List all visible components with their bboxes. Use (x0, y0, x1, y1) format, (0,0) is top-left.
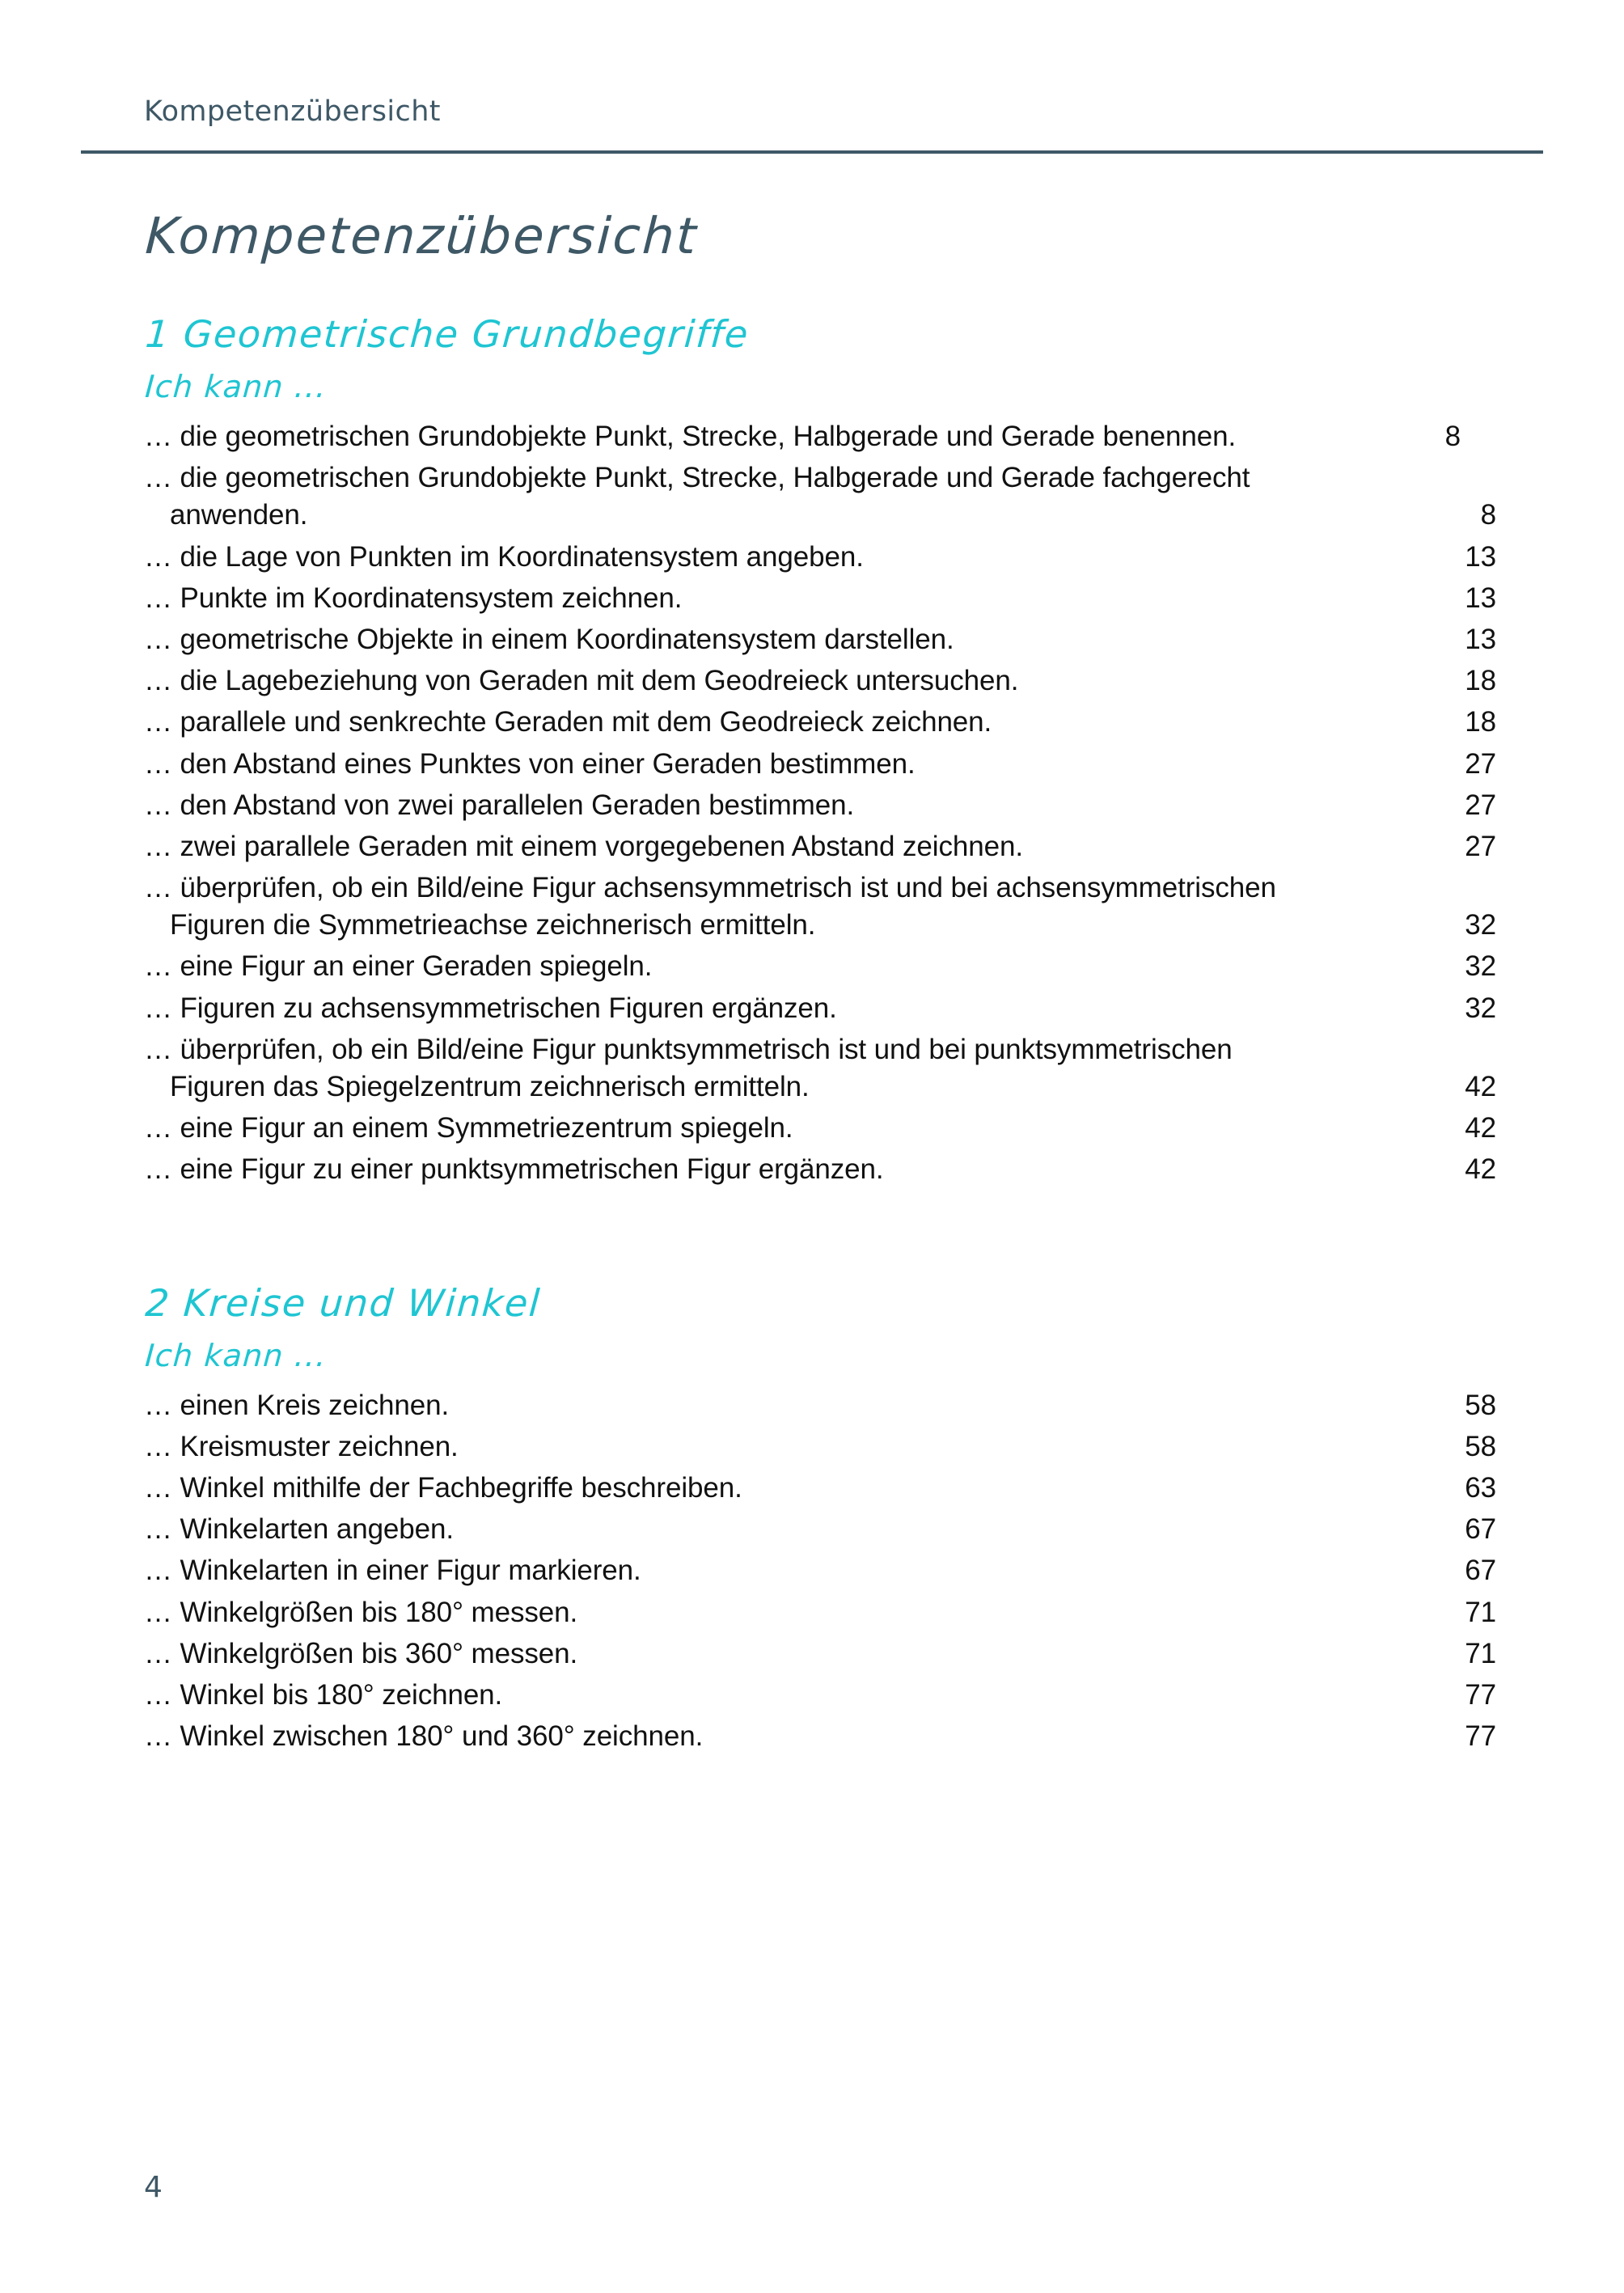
skill-page-number: 42 (1465, 1153, 1496, 1186)
skill-page-number: 42 (1465, 1112, 1496, 1144)
skill-row (144, 1149, 1496, 1190)
skill-page-number: 18 (1465, 706, 1496, 738)
skill-row (144, 1592, 1496, 1633)
section-title: 2 Kreise und Winkel (144, 1280, 543, 1325)
skill-page-number: 71 (1465, 1596, 1496, 1628)
skill-page-number: 58 (1465, 1430, 1496, 1462)
skill-page-number: 71 (1465, 1637, 1496, 1669)
skill-page-number: 67 (1465, 1513, 1496, 1546)
skill-page-number: 32 (1465, 950, 1496, 983)
header-rule (81, 150, 1543, 154)
skill-page-number: 13 (1465, 582, 1496, 614)
skill-page-number: 13 (1465, 623, 1496, 655)
skill-page-number: 27 (1465, 830, 1496, 862)
skill-text: … die Lagebeziehung von Geraden mit dem Geodreieck untersuchen. (144, 665, 1019, 697)
skill-list (144, 416, 1496, 1191)
skill-list (144, 1385, 1496, 1758)
skill-page-number: 13 (1465, 540, 1496, 573)
page-folio: 4 (144, 2171, 163, 2204)
skill-text: … den Abstand eines Punktes von einer Geraden bestimmen. (144, 747, 916, 780)
skill-row (144, 1674, 1496, 1716)
skill-text: … überprüfen, ob ein Bild/eine Figur punktsymmetrisch ist und bei punktsymmetrischen Figuren das Spiegelzentrum zeichnerisch ermitteln. (144, 1033, 1233, 1102)
skill-page-number: 58 (1465, 1389, 1496, 1421)
skill-row (144, 988, 1496, 1029)
skill-row (144, 1550, 1496, 1591)
skill-page-number: 77 (1465, 1678, 1496, 1711)
page-title: Kompetenzübersicht (144, 206, 700, 265)
skill-text: … Winkel zwischen 180° und 360° zeichnen. (144, 1720, 704, 1753)
skill-row (144, 785, 1496, 826)
skill-page-number: 8 (1480, 499, 1496, 531)
skill-text: … einen Kreis zeichnen. (144, 1389, 450, 1421)
skill-row (144, 743, 1496, 785)
skill-row (144, 1029, 1496, 1107)
skill-row (144, 826, 1496, 867)
skill-text: … eine Figur an einer Geraden spiegeln. (144, 950, 653, 983)
skill-row (144, 660, 1496, 701)
skill-text: … Winkel mithilfe der Fachbegriffe beschreiben. (144, 1471, 742, 1504)
running-header-title: Kompetenzübersicht (144, 95, 441, 128)
skill-text: … parallele und senkrechte Geraden mit dem Geodreieck zeichnen. (144, 706, 992, 738)
skill-page-number: 67 (1465, 1555, 1496, 1587)
skill-row (144, 946, 1496, 987)
skill-row (144, 577, 1496, 619)
skill-row (144, 619, 1496, 660)
skill-text: … Kreismuster zeichnen. (144, 1430, 459, 1462)
skill-row (144, 1467, 1496, 1508)
skill-row (144, 457, 1496, 535)
skill-page-number: 32 (1465, 992, 1496, 1024)
skill-text: … Punkte im Koordinatensystem zeichnen. (144, 582, 683, 614)
skill-text: … die geometrischen Grundobjekte Punkt, Strecke, Halbgerade und Gerade benennen. (144, 421, 1237, 452)
skill-row (144, 416, 1496, 457)
skill-row (144, 701, 1496, 742)
skill-row (144, 1426, 1496, 1467)
skill-text: … überprüfen, ob ein Bild/eine Figur achsensymmetrisch ist und bei achsensymmetrischen Figuren die Symmetrieachse zeichnerisch ermitteln. (144, 872, 1276, 941)
skill-page-number: 27 (1465, 747, 1496, 780)
skill-row (144, 1633, 1496, 1674)
page-content (144, 206, 1496, 1757)
skill-row (144, 1508, 1496, 1550)
skill-text: … Winkelgrößen bis 180° messen. (144, 1596, 578, 1628)
skill-text: … Figuren zu achsensymmetrischen Figuren ergänzen. (144, 992, 837, 1024)
section-subtitle: Ich kann ... (144, 369, 328, 404)
skill-row (144, 1716, 1496, 1757)
skill-page-number: 77 (1465, 1720, 1496, 1753)
skill-row (144, 536, 1496, 577)
skill-row (144, 1107, 1496, 1149)
skill-text: … die geometrischen Grundobjekte Punkt, Strecke, Halbgerade und Gerade fachgerecht anwenden. (144, 462, 1250, 531)
skill-page-number: 32 (1465, 909, 1496, 941)
skill-page-number: 18 (1465, 665, 1496, 697)
section-title: 1 Geometrische Grundbegriffe (144, 312, 751, 356)
skill-page-number: 63 (1465, 1471, 1496, 1504)
skill-row (144, 1385, 1496, 1426)
skill-page-number: 27 (1465, 789, 1496, 821)
skill-page-number: 42 (1465, 1071, 1496, 1102)
skill-text: … eine Figur zu einer punktsymmetrischen Figur ergänzen. (144, 1153, 884, 1186)
skill-page-number: 8 (1444, 421, 1461, 452)
skill-text: … den Abstand von zwei parallelen Geraden bestimmen. (144, 789, 855, 821)
skill-text: … Winkelgrößen bis 360° messen. (144, 1637, 578, 1669)
competency-section (144, 312, 1496, 1191)
skill-text: … zwei parallele Geraden mit einem vorgegebenen Abstand zeichnen. (144, 830, 1023, 862)
sections-container (144, 312, 1496, 1757)
skill-row (144, 867, 1496, 946)
skill-text: … Winkel bis 180° zeichnen. (144, 1678, 503, 1711)
competency-section (144, 1281, 1496, 1758)
skill-text: … eine Figur an einem Symmetriezentrum spiegeln. (144, 1112, 793, 1144)
skill-text: … geometrische Objekte in einem Koordinatensystem darstellen. (144, 623, 954, 655)
skill-text: … Winkelarten in einer Figur markieren. (144, 1555, 641, 1587)
skill-text: … die Lage von Punkten im Koordinatensystem angeben. (144, 540, 864, 573)
section-subtitle: Ich kann ... (144, 1337, 328, 1373)
skill-text: … Winkelarten angeben. (144, 1513, 455, 1546)
